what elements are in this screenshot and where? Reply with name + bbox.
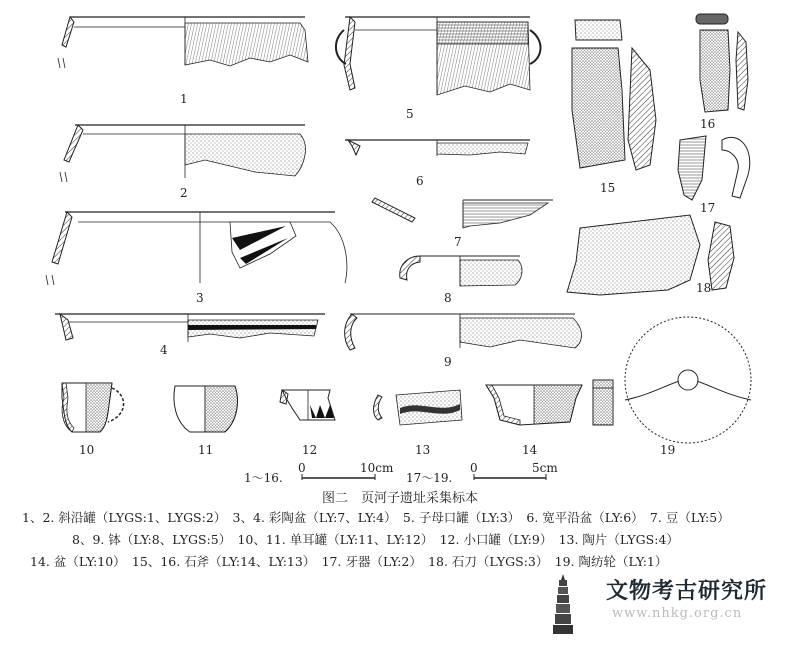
- watermark-url: www.nhkg.org.cn: [612, 606, 743, 621]
- specimen-17-tooth-object: [678, 136, 750, 200]
- watermark-text: 文物考古研究所: [606, 578, 768, 604]
- specimen-4-painted-basin: [55, 314, 325, 342]
- figure-title: 图二 页河子遗址采集标本: [321, 491, 478, 506]
- specimen-19-spindle-whorl: [593, 317, 751, 443]
- scale-end-label: 10cm: [360, 461, 394, 475]
- scale-zero-label: 0: [298, 461, 306, 475]
- specimen-number: 8: [444, 291, 452, 305]
- specimen-1-jar: [58, 17, 308, 68]
- scale-range-label: 17～19.: [406, 471, 453, 485]
- specimen-3-painted-basin: [46, 212, 347, 285]
- specimen-number: 13: [415, 443, 431, 457]
- specimen-number: 18: [696, 281, 712, 295]
- specimen-12-small-mouth-jar: [280, 390, 335, 420]
- specimen-number: 19: [660, 443, 676, 457]
- specimen-number: 16: [700, 117, 716, 131]
- specimen-number: 15: [600, 181, 616, 195]
- specimen-7-dou: [372, 198, 553, 228]
- specimen-number: 11: [198, 443, 214, 457]
- specimen-15-stone-axe: [572, 20, 656, 170]
- specimen-8-bowl: [400, 256, 522, 286]
- figure-caption-line: 14. 盆（LY:10） 15、16. 石斧（LY:14、LY:13） 17. 牙器（LY:2） 18. 石刀（LYGS:3） 19. 陶纺轮（LY:1）: [30, 554, 668, 569]
- specimen-number: 14: [522, 443, 538, 457]
- specimen-number: 2: [180, 186, 188, 200]
- specimen-9-bowl: [345, 314, 582, 350]
- scale-zero-label: 0: [470, 461, 478, 475]
- scale-bar-17-19: [406, 461, 558, 485]
- specimen-14-basin: [486, 385, 582, 425]
- specimen-6-basin: [345, 140, 530, 156]
- pagoda-logo-icon: [552, 574, 574, 634]
- specimen-16-stone-axe: [696, 14, 748, 112]
- specimen-number: 5: [406, 107, 414, 121]
- specimen-number: 3: [196, 291, 204, 305]
- specimen-number: 6: [416, 174, 424, 188]
- figure-caption-line: 8、9. 钵（LY:8、LYGS:5） 10、11. 单耳罐（LY:11、LY:12） 12. 小口罐（LY:9） 13. 陶片（LYGS:4）: [72, 532, 679, 547]
- scale-end-label: 5cm: [532, 461, 558, 475]
- specimen-number: 10: [79, 443, 95, 457]
- scale-bar-1-16: [244, 461, 394, 485]
- specimen-number: 7: [454, 235, 462, 249]
- specimen-number: 12: [302, 443, 318, 457]
- figure-caption-line: 1、2. 斜沿罐（LYGS:1、LYGS:2） 3、4. 彩陶盆（LY:7、LY:4） 5. 子母口罐（LY:3） 6. 宽平沿盆（LY:6） 7. 豆（LY:5）: [22, 510, 730, 525]
- specimen-13-sherd: [374, 390, 463, 425]
- specimen-5-jar: [336, 17, 541, 95]
- specimen-number: 4: [160, 343, 168, 357]
- specimen-11-single-handle-jar: [174, 386, 238, 432]
- specimen-10-single-handle-jar: [62, 383, 124, 432]
- specimen-number: 17: [700, 201, 716, 215]
- specimen-2-jar: [60, 125, 305, 182]
- specimen-number: 9: [444, 355, 452, 369]
- specimen-number: 1: [180, 92, 188, 106]
- scale-range-label: 1～16.: [244, 471, 283, 485]
